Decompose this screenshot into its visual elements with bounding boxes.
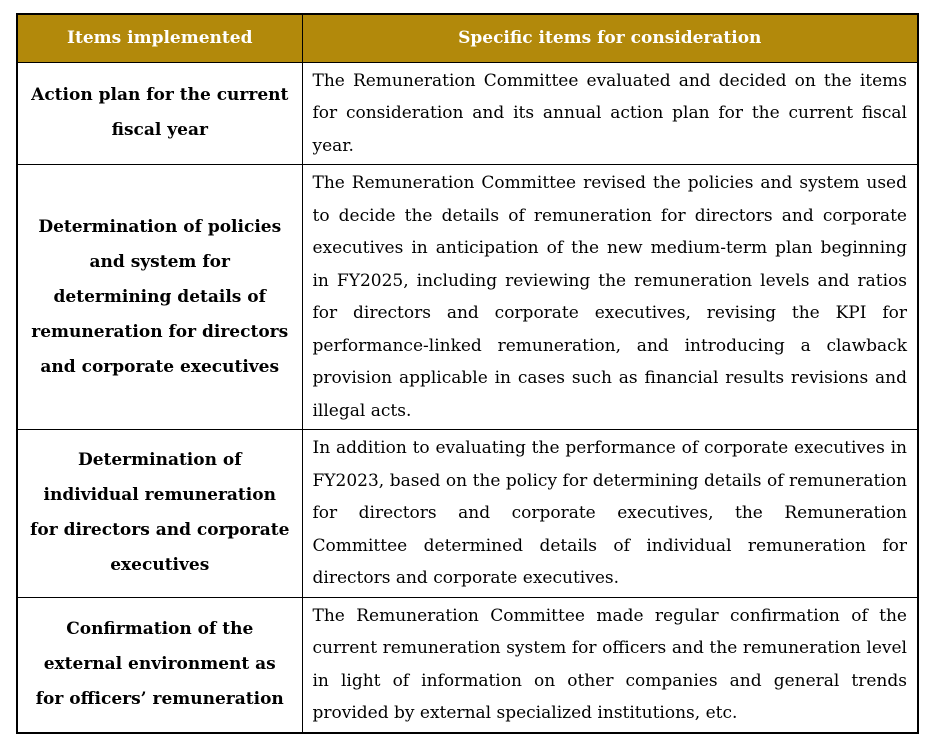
- header-items-implemented: Items implemented: [17, 14, 302, 62]
- item-cell-policies-system: Determination of policies and system for determining details of remuneration for directors and corporate executives: [17, 165, 302, 430]
- remuneration-committee-activities-table: [16, 13, 919, 734]
- table-row: [17, 62, 918, 165]
- table-row: [17, 597, 918, 733]
- detail-cell-external-environment: The Remuneration Committee made regular confirmation of the current remuneration system for officers and the remuneration level in light of information on other companies and general trends provided by external specialized institutions, etc.: [302, 597, 918, 733]
- table-row: [17, 165, 918, 430]
- item-cell-action-plan: Action plan for the current fiscal year: [17, 62, 302, 165]
- detail-cell-action-plan: The Remuneration Committee evaluated and decided on the items for consideration and its annual action plan for the current fiscal year.: [302, 62, 918, 165]
- table-header-row: [17, 14, 918, 62]
- item-cell-individual-remuneration: Determination of individual remuneration for directors and corporate executives: [17, 430, 302, 598]
- item-cell-external-environment: Confirmation of the external environment as for officers’ remuneration: [17, 597, 302, 733]
- header-specific-items: Specific items for consideration: [302, 14, 918, 62]
- detail-cell-individual-remuneration: In addition to evaluating the performance of corporate executives in FY2023, based on the policy for determining details of remuneration for directors and corporate executives, the Remuneration Committee determined details of individual remuneration for directors and corporate executives.: [302, 430, 918, 598]
- table-row: [17, 430, 918, 598]
- detail-cell-policies-system: The Remuneration Committee revised the policies and system used to decide the details of remuneration for directors and corporate executives in anticipation of the new medium-term plan beginning in FY2025, including reviewing the remuneration levels and ratios for directors and corporate executives, revising the KPI for performance-linked remuneration, and introducing a clawback provision applicable in cases such as financial results revisions and illegal acts.: [302, 165, 918, 430]
